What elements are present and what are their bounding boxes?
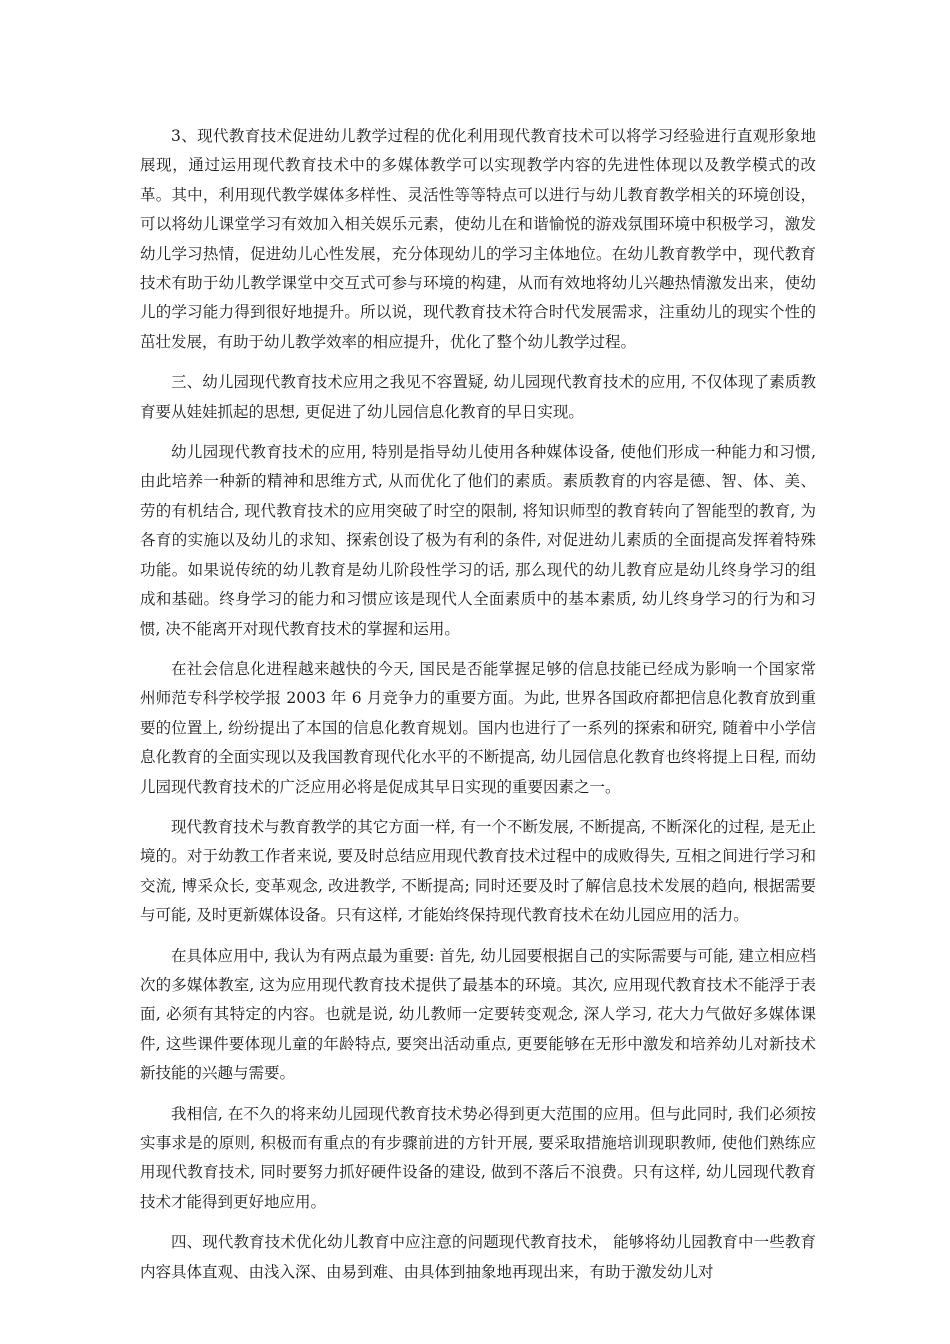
- document-body: [140, 122, 816, 1298]
- paragraph-continuous-development: 现代教育技术与教育教学的其它方面一样, 有一个不断发展, 不断提高, 不断深化的过程, 是无止境的。对于幼教工作者来说, 要及时总结应用现代教育技术过程中的成败得失, 互相之间进行学习和交流, 博采众长, 变革观念, 改进教学, 不断提高; 同时还要及时了解信息技术发展的趋向, 根据需要与可能, 及时更新媒体设备。只有这样, 才能始终保持现代教育技术在幼儿园应用的活力。: [140, 817, 816, 925]
- paragraph-application: 幼儿园现代教育技术的应用, 特别是指导幼儿使用各种媒体设备, 使他们形成一种能力和习惯, 由此培养一种新的精神和思维方式, 从而优化了他们的素质。素质教育的内容是德、智、体、美、劳的有机结合, 现代教育技术的应用突破了时空的限制, 将知识师型的教育转向了智能型的教育, 为各育的实施以及幼儿的求知、探索创设了极为有利的条件, 对促进幼儿素质的全面提高发挥着特殊功能。如果说传统的幼儿教育是幼儿阶段性学习的话, 那么现代的幼儿教育应是幼儿终身学习的组成和基础。终身学习的能力和习惯应该是现代人全面素质中的基本素质, 幼儿终身学习的行为和习惯, 决不能离开对现代教育技术的掌握和运用。: [140, 443, 816, 638]
- paragraph-two-key-points: 在具体应用中, 我认为有两点最为重要: 首先, 幼儿园要根据自己的实际需要与可能, 建立相应档次的多媒体教室, 这为应用现代教育技术提供了最基本的环境。其次, 应用现代教育技术不能浮于表面, 必须有其特定的内容。也就是说, 幼儿教师一定要转变观念, 深人学习, 花大力气做好多媒体课件, 这些课件要体现儿童的年龄特点, 要突出活动重点, 更要能够在无形中激发和培养幼儿对新技术新技能的兴趣与需要。: [140, 946, 816, 1083]
- paragraph-heading-part-three: 三、幼儿园现代教育技术应用之我见不容置疑, 幼儿园现代教育技术的应用, 不仅体现了素质教育要从娃娃抓起的思想, 更促进了幼儿园信息化教育的早日实现。: [140, 373, 816, 421]
- paragraph-informatization: 在社会信息化进程越来越快的今天, 国民是否能掌握足够的信息技能已经成为影响一个国家常州师范专科学校学报 2003 年 6 月竞争力的重要方面。为此, 世界各国政府都把信息化教育放到重要的位置上, 纷纷提出了本国的信息化教育规划。国内也进行了一系列的探索和研究, 随着中小学信息化教育的全面实现以及我国教育现代化水平的不断提高, 幼儿园信息化教育也终将提上日程, 而幼儿园现代教育技术的广泛应用必将是促成其早日实现的重要因素之一。: [140, 659, 816, 796]
- paragraph-heading-part-four: 四、现代教育技术优化幼儿教育中应注意的问题现代教育技术， 能够将幼儿园教育中一些教育内容具体直观、由浅入深、由易到难、由具体到抽象地再现出来，有助于激发幼儿对: [140, 1233, 816, 1281]
- paragraph-belief: 我相信, 在不久的将来幼儿园现代教育技术势必得到更大范围的应用。但与此同时, 我们必须按实事求是的原则, 积极而有重点的有步骤前进的方针开展, 要采取措施培训现职教师, 使他们熟练应用现代教育技术, 同时要努力抓好硬件设备的建设, 做到不落后不浪费。只有这样, 幼儿园现代教育技术才能得到更好地应用。: [140, 1104, 816, 1211]
- paragraph-section-3: 3、现代教育技术促进幼儿教学过程的优化利用现代教育技术可以将学习经验进行直观形象地展现，通过运用现代教育技术中的多媒体教学可以实现教学内容的先进性体现以及教学模式的改革。其中，利用现代教学媒体多样性、灵活性等等特点可以进行与幼儿教育教学相关的环境创设，可以将幼儿课堂学习有效加入相关娱乐元素，使幼儿在和谐愉悦的游戏氛围环境中积极学习，激发幼儿学习热情，促进幼儿心性发展，充分体现幼儿的学习主体地位。在幼儿教育教学中，现代教育技术有助于幼儿教学课堂中交互式可参与环境的构建，从而有效地将幼儿兴趣热情激发出来，使幼儿的学习能力得到很好地提升。所以说，现代教育技术符合时代发展需求，注重幼儿的现实个性的茁壮发展，有助于幼儿教学效率的相应提升，优化了整个幼儿教学过程。: [140, 127, 816, 351]
